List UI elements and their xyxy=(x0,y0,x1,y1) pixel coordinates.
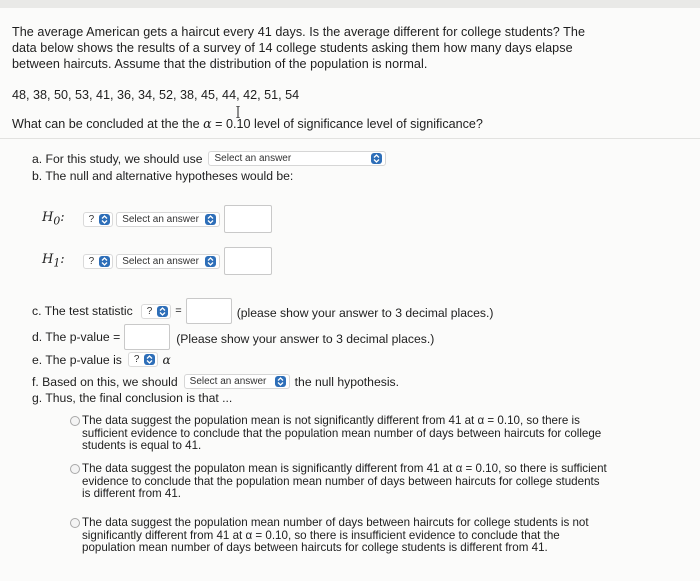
h1-parameter-select[interactable] xyxy=(83,254,114,269)
test-type-select[interactable] xyxy=(208,151,386,166)
conclusion-option-2[interactable] xyxy=(70,463,610,501)
h0-value-input[interactable] xyxy=(224,205,272,233)
top-border xyxy=(0,0,700,8)
part-a-label: a. For this study, we should use xyxy=(32,151,203,166)
h1-value-input[interactable] xyxy=(224,247,272,275)
h0-colon: : xyxy=(60,210,65,226)
h1-parameter-value: ? xyxy=(88,255,95,267)
h0-sub: 0 xyxy=(53,214,61,228)
part-f xyxy=(32,374,399,389)
test-statistic-input[interactable] xyxy=(186,298,232,324)
part-c-equals: = xyxy=(175,305,182,317)
select-spinner-icon xyxy=(371,153,382,164)
part-e xyxy=(32,352,171,367)
question-text xyxy=(12,116,483,131)
radio-icon[interactable] xyxy=(70,464,80,474)
conclusion-option-1[interactable] xyxy=(70,415,610,453)
question-before: What can be concluded at the the xyxy=(12,117,200,131)
part-f-after: the null hypothesis. xyxy=(294,374,400,389)
part-d xyxy=(32,324,434,350)
conclusion-option-1-text: The data suggest the population mean is not significantly different from 41 at α = 0.10, so there is sufficient evidence to conclude that the population mean number of days between haircuts for college students is equal to 41. xyxy=(82,414,602,452)
part-e-label: e. The p-value is xyxy=(32,352,122,367)
conclusion-option-3-text: The data suggest the population mean number of days between haircuts for college students is not significantly different from 41 at α = 0.10, so there is insufficient evidence to conclude that the population mean number of days between haircuts for college students is different from 41. xyxy=(82,516,589,554)
part-c-label: c. The test statistic xyxy=(32,304,133,318)
h1-operator-value: Select an answer xyxy=(122,255,199,267)
part-d-note: (Please show your answer to 3 decimal places.) xyxy=(176,332,435,346)
data-values: 48, 38, 50, 53, 41, 36, 34, 52, 38, 45, 44, 42, 51, 54 xyxy=(12,88,300,102)
test-statistic-symbol-value: ? xyxy=(146,305,153,317)
select-spinner-icon xyxy=(205,256,216,267)
h0-parameter-value: ? xyxy=(88,213,95,225)
p-value-comparison-value: ? xyxy=(133,354,140,365)
h1-letter: H xyxy=(42,252,54,268)
conclusion-option-2-text: The data suggest the populaton mean is significantly different from 41 at α = 0.10, so there is sufficient evidence to conclude that the population mean number of days between haircuts for college students is different from 41. xyxy=(82,462,607,500)
select-spinner-icon xyxy=(157,306,168,317)
part-c xyxy=(32,298,493,324)
select-spinner-icon xyxy=(99,256,110,267)
h1-label xyxy=(42,252,65,270)
alpha-symbol: α xyxy=(203,116,212,131)
select-spinner-icon xyxy=(99,214,110,225)
h0-operator-select[interactable] xyxy=(116,212,220,227)
part-b-label: b. The null and alternative hypotheses would be: xyxy=(32,169,294,183)
h0-row xyxy=(42,205,272,233)
h1-colon: : xyxy=(60,252,65,268)
h0-operator-value: Select an answer xyxy=(122,213,199,225)
problem-intro: The average American gets a haircut every 41 days. Is the average different for college students? The data below shows the results of a survey of 14 college students asking them how many days elapse between haircuts. Assume that the distribution of the population is normal. xyxy=(12,25,586,71)
question-after: 0.10 level of significance level of significance? xyxy=(226,117,483,131)
select-spinner-icon xyxy=(205,214,216,225)
question-equals: = xyxy=(215,117,223,131)
select-spinner-icon xyxy=(144,354,155,365)
divider xyxy=(0,138,700,139)
part-b xyxy=(32,169,293,183)
test-statistic-symbol-select[interactable] xyxy=(141,304,172,319)
select-spinner-icon xyxy=(275,376,286,387)
radio-icon[interactable] xyxy=(70,518,80,528)
h1-operator-select[interactable] xyxy=(116,254,220,269)
part-f-label: f. Based on this, we should xyxy=(32,374,178,389)
test-type-select-value: Select an answer xyxy=(214,153,292,164)
h1-row xyxy=(42,247,272,275)
h0-label xyxy=(42,210,65,228)
part-a xyxy=(32,151,386,166)
part-e-alpha: α xyxy=(162,352,171,367)
text-cursor-icon xyxy=(236,106,240,118)
part-c-note: (please show your answer to 3 decimal places.) xyxy=(236,306,494,320)
h1-sub: 1 xyxy=(53,256,61,270)
decision-select-value: Select an answer xyxy=(189,376,267,387)
h0-letter: H xyxy=(42,210,54,226)
radio-icon[interactable] xyxy=(70,416,80,426)
decision-select[interactable] xyxy=(184,374,290,389)
part-g xyxy=(32,391,232,405)
part-g-label: g. Thus, the final conclusion is that ... xyxy=(32,391,233,405)
p-value-input[interactable] xyxy=(124,324,170,350)
conclusion-option-3[interactable] xyxy=(70,517,610,555)
p-value-comparison-select[interactable] xyxy=(128,352,159,367)
h0-parameter-select[interactable] xyxy=(83,212,114,227)
part-d-label: d. The p-value = xyxy=(32,330,121,344)
